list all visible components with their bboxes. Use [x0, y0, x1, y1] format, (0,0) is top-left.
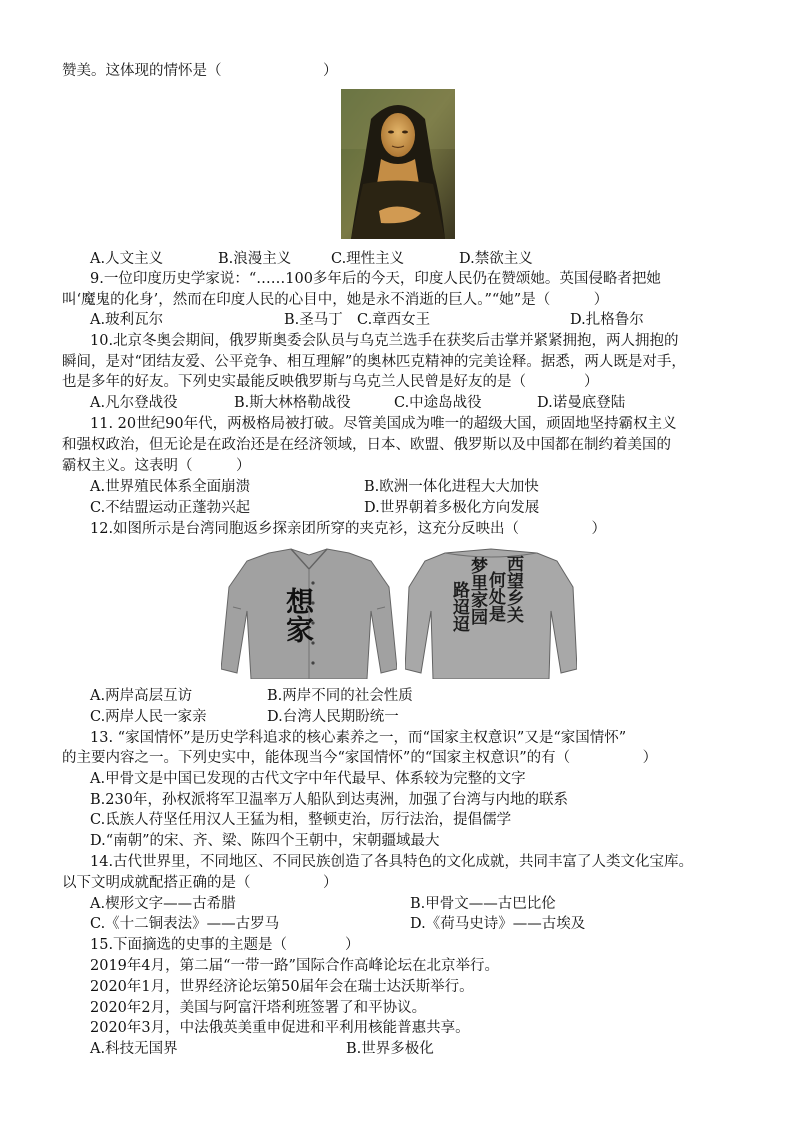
- q10-option-b[interactable]: B.斯大林格勒战役: [234, 395, 351, 411]
- jacket-back-col-4: 路迢迢: [449, 581, 469, 632]
- q14-option-c[interactable]: C.《十二铜表法》——古罗马: [90, 916, 280, 932]
- q14-option-d[interactable]: D.《荷马史诗》——古埃及: [410, 916, 586, 932]
- q10-stem-line2: 瞬间，是对“团结友爱、公平竞争、相互理解”的奥林匹克精神的完美诠释。据悉，两人既是对手，: [62, 354, 686, 370]
- q11-option-d[interactable]: D.世界朝着多极化方向发展: [364, 500, 540, 516]
- q13-option-c[interactable]: C.氐族人苻坚任用汉人王猛为相，整顿吏治，厉行法治，提倡儒学: [90, 812, 512, 828]
- q11-option-b[interactable]: B.欧洲一体化进程大大加快: [364, 479, 539, 495]
- jacket-back-col-3: 梦里家园: [467, 557, 487, 625]
- q13-option-d[interactable]: D.“南朝”的宋、齐、梁、陈四个王朝中，宋朝疆域最大: [90, 833, 440, 849]
- q9-option-d[interactable]: D.扎格鲁尔: [570, 312, 644, 328]
- q13-option-b[interactable]: B.230年，孙权派将军卫温率万人船队到达夷洲，加强了台湾与内地的联系: [90, 792, 568, 808]
- q12-option-a[interactable]: A.两岸高层互访: [90, 688, 193, 704]
- q15-stem: 15.下面摘选的史事的主题是（ ）: [90, 937, 360, 953]
- q10-stem-line3: 也是多年的好友。下列史实最能反映俄罗斯与乌克兰人民曾是好友的是（ ）: [62, 374, 599, 390]
- jacket-back-image: [405, 547, 577, 679]
- q11-stem-line3: 霸权主义。这表明（ ）: [62, 458, 251, 474]
- q10-option-a[interactable]: A.凡尔登战役: [90, 395, 178, 411]
- q14-stem-line2: 以下文明成就配搭正确的是（ ）: [62, 875, 338, 891]
- q14-option-a[interactable]: A.楔形文字——古希腊: [90, 896, 236, 912]
- q8-option-b[interactable]: B.浪漫主义: [218, 251, 292, 267]
- q14-stem-line1: 14.古代世界里，不同地区、不同民族创造了各具特色的文化成就，共同丰富了人类文化宝库。: [90, 854, 694, 870]
- q9-stem-line2: 叫‘魔鬼的化身’，然而在印度人民的心目中，她是永不消逝的巨人。”“她”是（ ）: [62, 292, 609, 308]
- q15-option-a[interactable]: A.科技无国界: [90, 1041, 178, 1057]
- q13-option-a[interactable]: A.甲骨文是中国已发现的古代文字中年代最早、体系较为完整的文字: [90, 771, 526, 787]
- q8-option-c[interactable]: C.理性主义: [331, 251, 405, 267]
- q13-stem-line2: 的主要内容之一。下列史实中，能体现当今“家国情怀”的“国家主权意识”的有（ ）: [62, 750, 658, 766]
- q10-option-d[interactable]: D.诺曼底登陆: [537, 395, 626, 411]
- q9-option-c[interactable]: C.章西女王: [357, 312, 431, 328]
- q12-stem: 12.如图所示是台湾同胞返乡探亲团所穿的夹克衫，这充分反映出（ ）: [90, 521, 607, 537]
- q11-stem-line1: 11. 20世纪90年代，两极格局被打破。尽管美国成为唯一的超级大国，顽固地坚持霸权主义: [90, 416, 677, 432]
- q13-stem-line1: 13. “家国情怀”是历史学科追求的核心素养之一，而“国家主权意识”又是“家国情怀”: [90, 730, 627, 746]
- q10-stem-line1: 10.北京冬奥会期间，俄罗斯奥委会队员与乌克兰选手在获奖后击掌并紧紧拥抱，两人拥抱的: [90, 333, 679, 349]
- q14-option-b[interactable]: B.甲骨文——古巴比伦: [410, 896, 556, 912]
- q12-option-d[interactable]: D.台湾人民期盼统一: [267, 709, 399, 725]
- q15-event-1: 2019年4月，第二届“一带一路”国际合作高峰论坛在北京举行。: [90, 958, 499, 974]
- mona-lisa-painting: [341, 89, 455, 239]
- q12-option-c[interactable]: C.两岸人民一家亲: [90, 709, 207, 725]
- q11-option-a[interactable]: A.世界殖民体系全面崩溃: [90, 479, 251, 495]
- jacket-back-col-1: 西望乡关: [503, 555, 523, 623]
- q9-stem-line1: 9.一位印度历史学家说：“……100多年后的今天，印度人民仍在赞颂她。英国侵略者把她: [90, 271, 661, 287]
- q9-option-a[interactable]: A.玻利瓦尔: [90, 312, 164, 328]
- q8-stem-tail: 赞美。这体现的情怀是（ ）: [62, 63, 338, 79]
- jacket-back-col-2: 何处是: [485, 571, 505, 622]
- q15-event-3: 2020年2月，美国与阿富汗塔利班签署了和平协议。: [90, 1000, 427, 1016]
- q10-option-c[interactable]: C.中途岛战役: [394, 395, 482, 411]
- q11-stem-line2: 和强权政治，但无论是在政治还是在经济领域，日本、欧盟、俄罗斯以及中国都在制约着美国的: [62, 437, 671, 453]
- q11-option-c[interactable]: C.不结盟运动正蓬勃兴起: [90, 500, 251, 516]
- q9-option-b[interactable]: B.圣马丁: [284, 312, 343, 328]
- q12-option-b[interactable]: B.两岸不同的社会性质: [267, 688, 413, 704]
- q8-option-a[interactable]: A.人文主义: [90, 251, 164, 267]
- q15-event-4: 2020年3月，中法俄英美重申促进和平利用核能普惠共享。: [90, 1020, 470, 1036]
- jacket-front-image: [221, 547, 397, 679]
- q8-option-d[interactable]: D.禁欲主义: [459, 251, 533, 267]
- jacket-front-text: 想家: [282, 587, 315, 643]
- q15-event-2: 2020年1月，世界经济论坛第50届年会在瑞士达沃斯举行。: [90, 979, 474, 995]
- q15-option-b[interactable]: B.世界多极化: [346, 1041, 434, 1057]
